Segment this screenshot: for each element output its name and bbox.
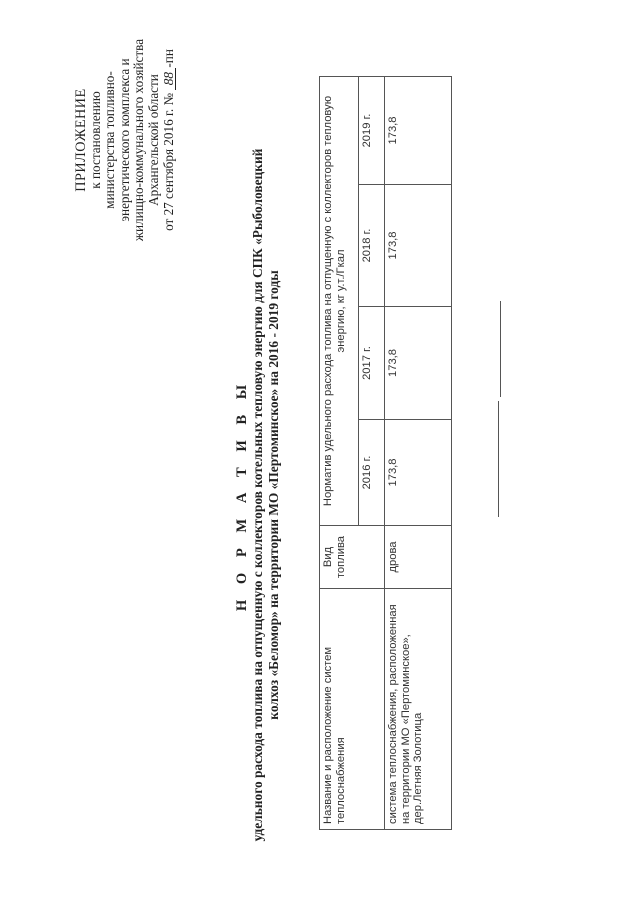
header-year: 2018 г. xyxy=(358,185,384,307)
value-cell: 173,8 xyxy=(385,185,452,307)
value-cell: 173,8 xyxy=(385,77,452,185)
header-system-name: Название и расположение систем теплоснабжения xyxy=(320,589,385,830)
appendix-number: 88 xyxy=(163,68,176,90)
appendix-line: Архангельской области xyxy=(145,74,161,206)
fuel-cell: дрова xyxy=(385,526,452,589)
header-year: 2016 г. xyxy=(358,420,384,526)
closing-line xyxy=(500,301,501,397)
document-subtitle xyxy=(250,145,282,845)
appendix-block xyxy=(74,33,176,247)
header-fuel-type: Вид топлива xyxy=(320,526,385,589)
appendix-line: к постановлению xyxy=(87,91,103,189)
appendix-date-line xyxy=(162,33,177,247)
table-header-row xyxy=(320,77,359,830)
header-year: 2019 г. xyxy=(358,77,384,185)
appendix-title: ПРИЛОЖЕНИЕ xyxy=(73,88,89,192)
header-norm: Норматив удельного расхода топлива на отпущенную с коллекторов тепловую энергию, кг у.т./Гкал xyxy=(320,77,359,526)
value-cell: 173,8 xyxy=(385,307,452,420)
appendix-line: жилищно-коммунального хозяйства xyxy=(131,38,147,242)
table-row xyxy=(385,77,452,830)
document-title: Н О Р М А Т И В Ы xyxy=(234,378,250,612)
appendix-line: министерства топливно- xyxy=(102,71,118,209)
appendix-suffix: -пн xyxy=(160,49,176,68)
appendix-line: энергетического комплекса и xyxy=(116,58,132,222)
value-cell: 173,8 xyxy=(385,420,452,526)
subtitle-line-2: колхоз «Беломор» на территории МО «Пертоминское» на 2016 - 2019 годы xyxy=(266,270,281,720)
subtitle-line-1: удельного расхода топлива на отпущенную с коллекторов котельных тепловую энергию для СПК «Рыболовецкий xyxy=(250,148,265,842)
appendix-date: от 27 сентября 2016 г. № xyxy=(160,92,176,231)
header-year: 2017 г. xyxy=(358,307,384,420)
closing-line xyxy=(498,401,499,517)
system-name-cell: система теплоснабжения, расположенная на территории МО «Пертоминское», дер.Летняя Золотица xyxy=(385,589,452,830)
norms-table xyxy=(319,76,452,830)
